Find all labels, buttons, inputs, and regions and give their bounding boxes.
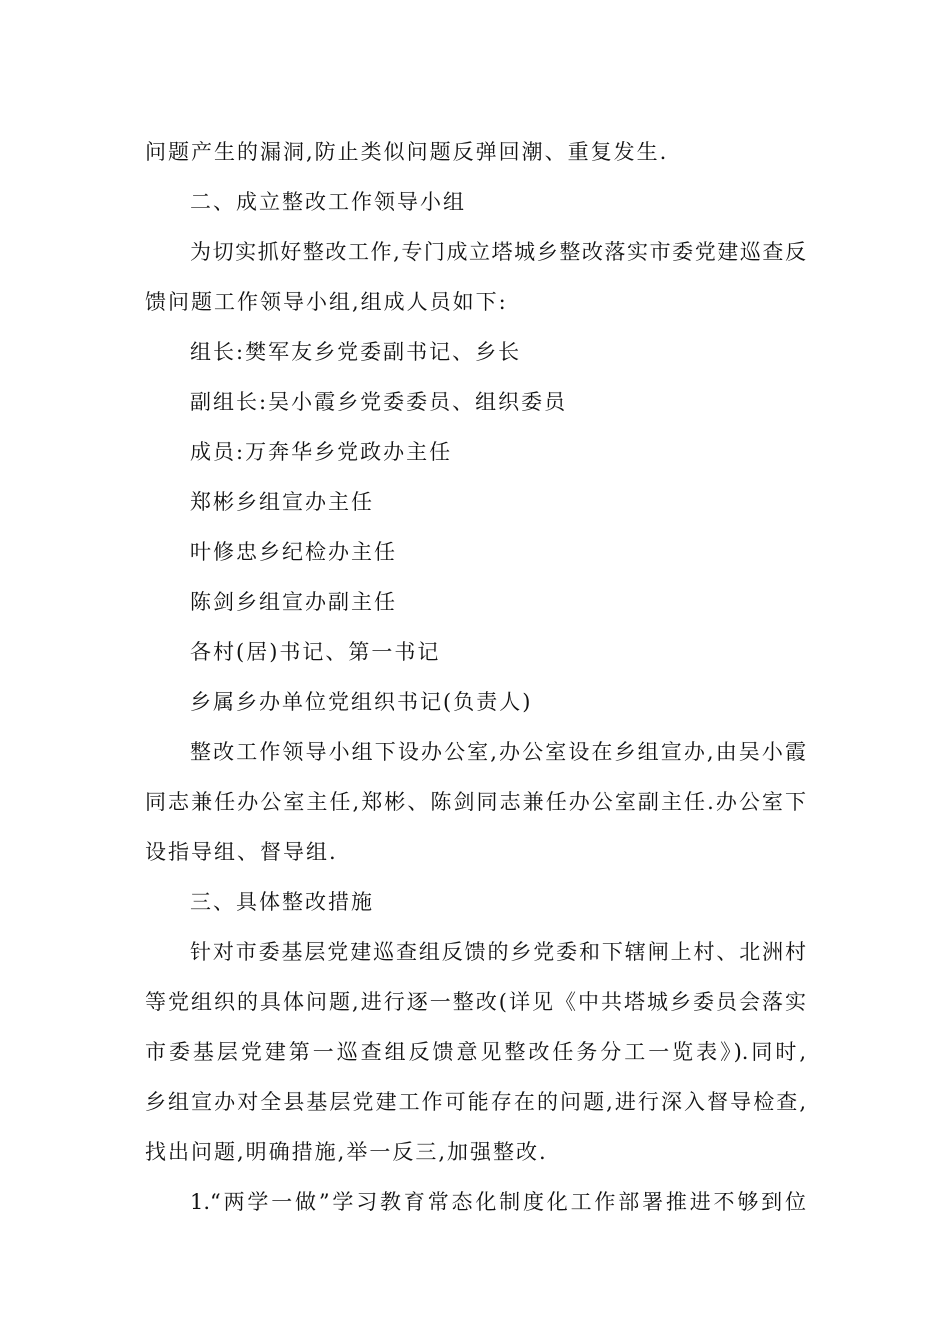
member-5: 各村(居)书记、第一书记 (190, 640, 441, 664)
paragraph-line-15: 设指导组、督导组. (145, 840, 338, 864)
member-1: 成员:万奔华乡党政办主任 (190, 440, 453, 464)
paragraph-line-21: 找出问题,明确措施,举一反三,加强整改. (145, 1140, 548, 1164)
paragraph-line-13: 整改工作领导小组下设办公室,办公室设在乡组宣办,由吴小霞 (190, 740, 806, 764)
subheading-1: 1.“两学一做”学习教育常态化制度化工作部署推进不够到位 (190, 1190, 806, 1214)
member-3: 叶修忠乡纪检办主任 (190, 540, 397, 564)
text-line-1: 问题产生的漏洞,防止类似问题反弹回潮、重复发生. (145, 140, 669, 164)
paragraph-line-17: 针对市委基层党建巡查组反馈的乡党委和下辖闸上村、北洲村 (190, 940, 806, 964)
member-deputy-leader: 副组长:吴小霞乡党委委员、组织委员 (190, 390, 568, 414)
member-2: 郑彬乡组宣办主任 (190, 490, 374, 514)
section-heading-2: 二、成立整改工作领导小组 (190, 190, 466, 214)
member-6: 乡属乡办单位党组织书记(负责人) (190, 690, 533, 714)
paragraph-line-14: 同志兼任办公室主任,郑彬、陈剑同志兼任办公室副主任.办公室下 (145, 790, 806, 814)
paragraph-line-3: 为切实抓好整改工作,专门成立塔城乡整改落实市委党建巡查反 (190, 240, 806, 264)
paragraph-line-18: 等党组织的具体问题,进行逐一整改(详见《中共塔城乡委员会落实 (145, 990, 806, 1014)
paragraph-line-4: 馈问题工作领导小组,组成人员如下: (145, 290, 508, 314)
member-4: 陈剑乡组宣办副主任 (190, 590, 397, 614)
paragraph-line-20: 乡组宣办对全县基层党建工作可能存在的问题,进行深入督导检查, (145, 1090, 806, 1114)
member-leader: 组长:樊军友乡党委副书记、乡长 (190, 340, 522, 364)
section-heading-3: 三、具体整改措施 (190, 890, 374, 914)
paragraph-line-19: 市委基层党建第一巡查组反馈意见整改任务分工一览表》).同时, (145, 1040, 806, 1064)
